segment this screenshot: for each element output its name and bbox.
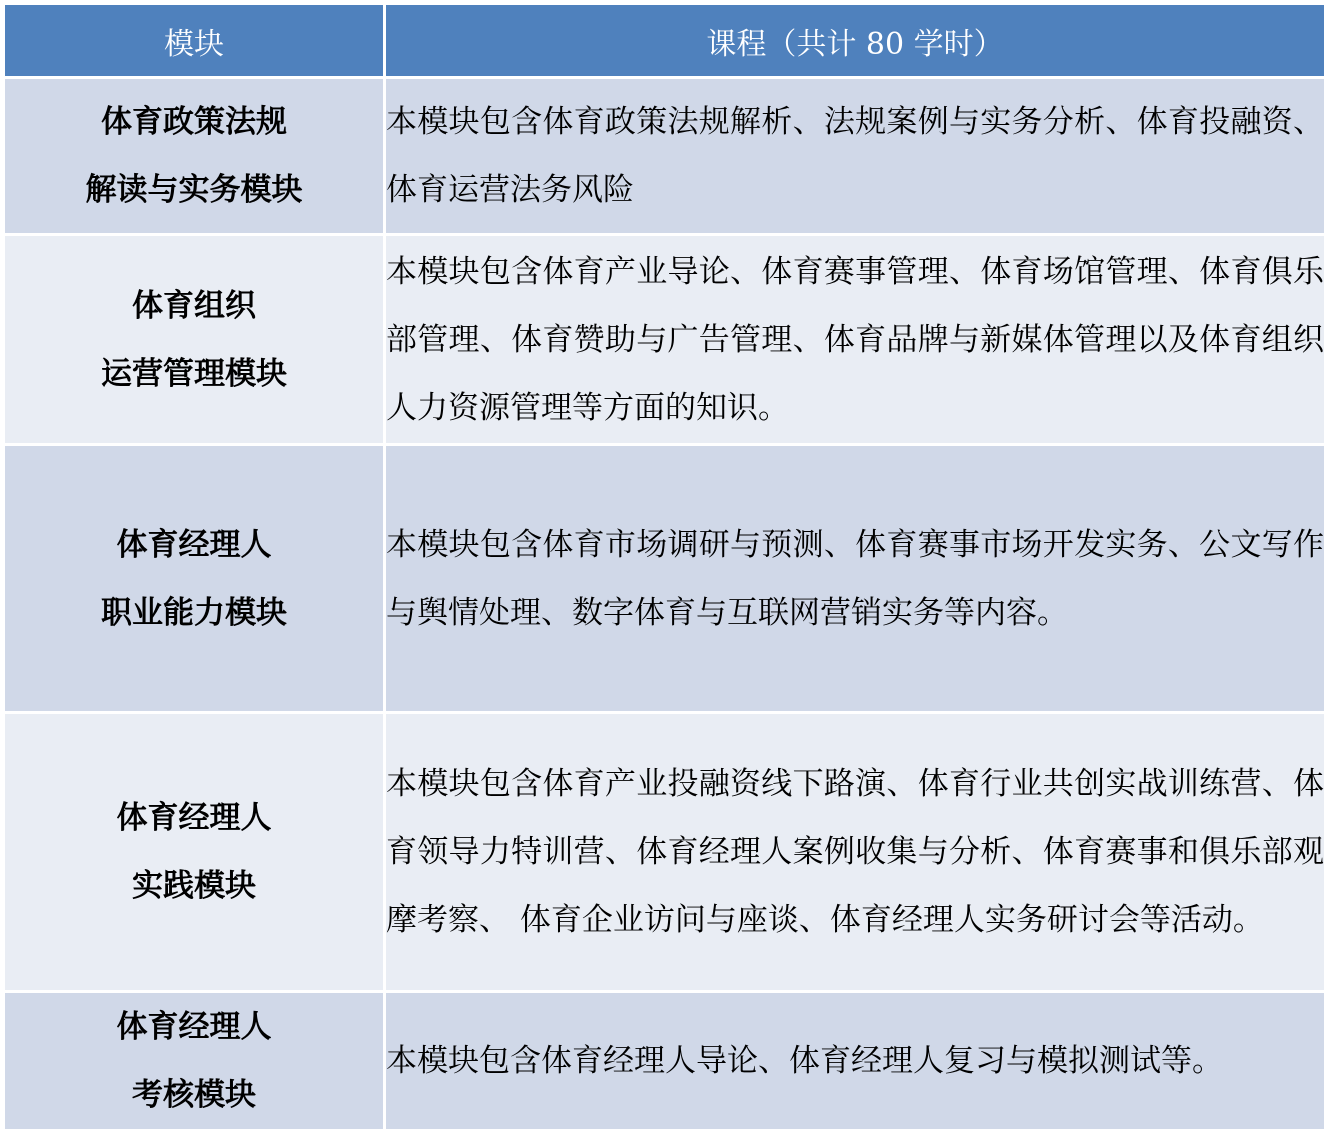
- module-cell: [4, 992, 385, 1131]
- module-cell: [4, 78, 385, 235]
- module-name-line: 体育政策法规: [101, 104, 287, 140]
- module-name-line: 体育经理人: [116, 1009, 272, 1045]
- module-cell: [4, 235, 385, 445]
- table-row: [4, 235, 1326, 445]
- module-cell: [4, 713, 385, 992]
- curriculum-table: [2, 2, 1326, 1132]
- course-description: 本模块包含体育产业导论、体育赛事管理、体育场馆管理、体育俱乐部管理、体育赞助与广告管理、体育品牌与新媒体管理以及体育组织人力资源管理等方面的知识。: [385, 235, 1326, 445]
- course-description: 本模块包含体育市场调研与预测、体育赛事市场开发实务、公文写作与舆情处理、数字体育与互联网营销实务等内容。: [385, 445, 1326, 713]
- module-name-line: 解读与实务模块: [85, 172, 303, 208]
- module-name-line: 体育经理人: [116, 526, 272, 563]
- module-cell: [4, 445, 385, 713]
- module-name-line: 体育经理人: [116, 800, 272, 836]
- header-course: 课程（共计 80 学时）: [385, 4, 1326, 78]
- header-module: 模块: [4, 4, 385, 78]
- course-description: 本模块包含体育政策法规解析、法规案例与实务分析、体育投融资、体育运营法务风险: [385, 78, 1326, 235]
- module-name-line: 实践模块: [132, 868, 256, 904]
- table-header-row: [4, 4, 1326, 78]
- table-row: [4, 78, 1326, 235]
- module-name-line: 运营管理模块: [101, 355, 287, 392]
- table-row: [4, 445, 1326, 713]
- table-row: [4, 713, 1326, 992]
- module-name-line: 职业能力模块: [101, 594, 287, 631]
- course-description: 本模块包含体育产业投融资线下路演、体育行业共创实战训练营、体育领导力特训营、体育经理人案例收集与分析、体育赛事和俱乐部观摩考察、 体育企业访问与座谈、体育经理人实务研讨会等活动。: [385, 713, 1326, 992]
- module-name-line: 考核模块: [132, 1077, 256, 1113]
- table-row: [4, 992, 1326, 1131]
- course-description: 本模块包含体育经理人导论、体育经理人复习与模拟测试等。: [385, 992, 1326, 1131]
- module-name-line: 体育组织: [132, 287, 256, 324]
